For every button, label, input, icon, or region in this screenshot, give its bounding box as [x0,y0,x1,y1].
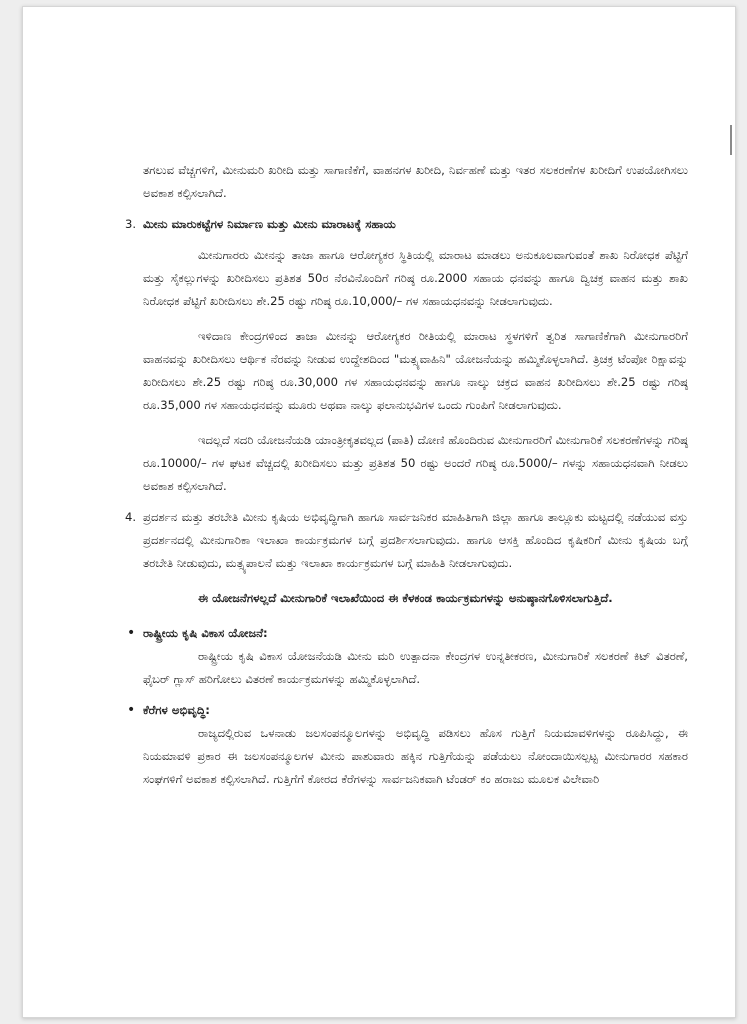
section-4-number: 4. [125,510,137,524]
intro-paragraph: ತಗಲುವ ವೆಚ್ಚಗಳಿಗೆ, ಮೀನುಮರಿ ಖರೀದಿ ಮತ್ತು ಸಾಗಾಣಿಕೆಗೆ, ವಾಹನಗಳ ಖರೀದಿ, ನಿರ್ವಹಣೆ ಮತ್ತು ಇತರ ಸಲಕರಣೆಗಳ ಖರೀದಿಗೆ ಉಪಯೋಗಿಸಲು ಅವಕಾಶ ಕಲ್ಪಿಸಲಾಗಿದೆ. [143,163,688,200]
section-4 [125,506,688,575]
bullet-item-rkvy-text: ರಾಷ್ಟ್ರೀಯ ಕೃಷಿ ವಿಕಾಸ ಯೋಜನೆಯಡಿ ಮೀನು ಮರಿ ಉತ್ಪಾದನಾ ಕೇಂದ್ರಗಳ ಉನ್ನತೀಕರಣ, ಮೀನುಗಾರಿಕೆ ಸಲಕರಣೆ ಕಿಟ್ ವಿತರಣೆ, ಫೈಬರ್ ಗ್ಲಾಸ್ ಹರಿಗೋಲು ವಿತರಣೆ ಕಾರ್ಯಕ್ರಮಗಳನ್ನು ಹಮ್ಮಿಕೊಳ್ಳಲಾಗಿದೆ. [143,649,688,686]
bullet-icon: • [127,702,136,718]
section-3-heading: ಮೀನು ಮಾರುಕಟ್ಟೆಗಳ ನಿರ್ಮಾಣ ಮತ್ತು ಮೀನು ಮಾರಾಟಕ್ಕೆ ಸಹಾಯ [143,217,396,231]
bullet-item-lake-development-title: ಕೆರೆಗಳ ಅಭಿವೃದ್ಧಿ: [143,703,210,717]
section-3-number: 3. [125,217,137,231]
document-page [22,6,736,1018]
bullet-item-lake-development-text: ರಾಜ್ಯದಲ್ಲಿರುವ ಒಳನಾಡು ಜಲಸಂಪನ್ಮೂಲಗಳನ್ನು ಅಭಿವೃದ್ಧಿ ಪಡಿಸಲು ಹೊಸ ಗುತ್ತಿಗೆ ನಿಯಮಾವಳಿಗಳನ್ನು ರೂಪಿಸಿದ್ದು, ಈ ನಿಯಮಾವಳಿ ಪ್ರಕಾರ ಈ ಜಲಸಂಪನ್ಮೂಲಗಳ ಮೀನು ಪಾಶುವಾರು ಹಕ್ಕಿನ ಗುತ್ತಿಗೆಯನ್ನು ಪಡೆಯಲು ನೋಂದಾಯಿಸಲ್ಪಟ್ಟ ಮೀನುಗಾರರ ಸಹಕಾರ ಸಂಘಗಳಿಗೆ ಅವಕಾಶ ಕಲ್ಪಿಸಲಾಗಿದೆ. ಗುತ್ತಿಗೆಗೆ ಕೋರದ ಕೆರೆಗಳನ್ನು ಸಾರ್ವಜನಿಕವಾಗಿ ಟೆಂಡರ್ ಕಂ ಹರಾಜು ಮೂಲಕ ವಿಲೇವಾರಿ [143,726,688,786]
scroll-indicator [730,125,732,155]
other-programs-paragraph: ಈ ಯೋಜನೆಗಳಲ್ಲದೆ ಮೀನುಗಾರಿಕೆ ಇಲಾಖೆಯಿಂದ ಈ ಕೆಳಕಂಡ ಕಾರ್ಯಕ್ರಮಗಳನ್ನು ಅನುಷ್ಠಾನಗೊಳಿಸಲಾಗುತ್ತಿದೆ. [198,591,613,605]
section-4-paragraph: ಪ್ರದರ್ಶನ ಮತ್ತು ತರಬೇತಿ ಮೀನು ಕೃಷಿಯ ಅಭಿವೃದ್ಧಿಗಾಗಿ ಹಾಗೂ ಸಾರ್ವಜನಿಕರ ಮಾಹಿತಿಗಾಗಿ ಜಿಲ್ಲಾ ಹಾಗೂ ತಾಲ್ಲೂಕು ಮಟ್ಟದಲ್ಲಿ ನಡೆಯುವ ವಸ್ತು ಪ್ರದರ್ಶನದಲ್ಲಿ ಮೀನುಗಾರಿಕಾ ಇಲಾಖಾ ಕಾರ್ಯಕ್ರಮಗಳ ಬಗ್ಗೆ ಪ್ರದರ್ಶಿಸಲಾಗುವುದು. ಹಾಗೂ ಆಸಕ್ತಿ ಹೊಂದಿದ ಕೃಷಿಕರಿಗೆ ಮೀನು ಕೃಷಿಯ ಬಗ್ಗೆ ತರಬೇತಿ ನೀಡುವುದು, ಮತ್ಸ್ಯಪಾಲನೆ ಮತ್ತು ಇಲಾಖಾ ಕಾರ್ಯಕ್ರಮಗಳ ಬಗ್ಗೆ ಮಾಹಿತಿ ನೀಡಲಾಗುವುದು. [143,510,688,570]
section-3-paragraph-1: ಮೀನುಗಾರರು ಮೀನನ್ನು ತಾಜಾ ಹಾಗೂ ಆರೋಗ್ಯಕರ ಸ್ಥಿತಿಯಲ್ಲಿ ಮಾರಾಟ ಮಾಡಲು ಅನುಕೂಲವಾಗುವಂತೆ ಶಾಖ ನಿರೋಧಕ ಪೆಟ್ಟಿಗೆ ಮತ್ತು ಸೈಕಲ್ಲುಗಳನ್ನು ಖರೀದಿಸಲು ಪ್ರತಿಶತ 50ರ ನೆರವಿನೊಂದಿಗೆ ಗರಿಷ್ಠ ರೂ.2000 ಸಹಾಯ ಧನವನ್ನು ಹಾಗೂ ದ್ವಿಚಕ್ರ ವಾಹನ ಮತ್ತು ಶಾಖ ನಿರೋಧಕ ಪೆಟ್ಟಿಗೆ ಖರೀದಿಸಲು ಶೇ.25 ರಷ್ಟು ಗರಿಷ್ಠ ರೂ.10,000/– ಗಳ ಸಹಾಯಧನವನ್ನು ನೀಡಲಾಗುವುದು. [143,248,688,308]
bullet-icon: • [127,625,136,641]
section-3-paragraph-2: ಇಳಿದಾಣ ಕೇಂದ್ರಗಳಿಂದ ತಾಜಾ ಮೀನನ್ನು ಆರೋಗ್ಯಕರ ರೀತಿಯಲ್ಲಿ ಮಾರಾಟ ಸ್ಥಳಗಳಿಗೆ ತ್ವರಿತ ಸಾಗಾಣಿಕೆಗಾಗಿ ಮೀನುಗಾರರಿಗೆ ವಾಹನವನ್ನು ಖರೀದಿಸಲು ಆರ್ಥಿಕ ನೆರವನ್ನು ನೀಡುವ ಉದ್ದೇಶದಿಂದ "ಮತ್ಸ್ಯವಾಹಿನಿ" ಯೋಜನೆಯನ್ನು ಹಮ್ಮಿಕೊಳ್ಳಲಾಗಿದೆ. ತ್ರಿಚಕ್ರ ಟೆಂಪೋ ರಿಕ್ಷಾವನ್ನು ಖರೀದಿಸಲು ಶೇ.25 ರಷ್ಟು ಗರಿಷ್ಠ ರೂ.30,000 ಗಳ ಸಹಾಯಧನವನ್ನು ಹಾಗೂ ನಾಲ್ಕು ಚಕ್ರದ ವಾಹನ ಖರೀದಿಸಲು ಶೇ.25 ರಷ್ಟು ಗರಿಷ್ಠ ರೂ.35,000 ಗಳ ಸಹಾಯಧನವನ್ನು ಮೂರು ಅಥವಾ ನಾಲ್ಕು ಫಲಾನುಭವಿಗಳ ಒಂದು ಗುಂಪಿಗೆ ನೀಡಲಾಗುವುದು. [143,329,688,412]
bullet-item-lake-development [127,699,688,722]
bullet-item-rkvy-title: ರಾಷ್ಟ್ರೀಯ ಕೃಷಿ ವಿಕಾಸ ಯೋಜನೆ: [143,626,268,640]
section-3-paragraph-3: ಇದಲ್ಲದೆ ಸದರಿ ಯೋಜನೆಯಡಿ ಯಾಂತ್ರೀಕೃತವಲ್ಲದ (ಪಾತಿ) ದೋಣಿ ಹೊಂದಿರುವ ಮೀನುಗಾರರಿಗೆ ಮೀನುಗಾರಿಕೆ ಸಲಕರಣೆಗಳನ್ನು ಗರಿಷ್ಠ ರೂ.10000/– ಗಳ ಘಟಕ ವೆಚ್ಚದಲ್ಲಿ ಖರೀದಿಸಲು ಮತ್ತು ಪ್ರತಿಶತ 50 ರಷ್ಟು ಅಂದರೆ ಗರಿಷ್ಠ ರೂ.5000/– ಗಳನ್ನು ಸಹಾಯಧನವಾಗಿ ನೀಡಲು ಅವಕಾಶ ಕಲ್ಪಿಸಲಾಗಿದೆ. [143,433,688,493]
section-3 [125,213,688,236]
bullet-item-rkvy [127,622,688,645]
document-body [125,159,688,791]
